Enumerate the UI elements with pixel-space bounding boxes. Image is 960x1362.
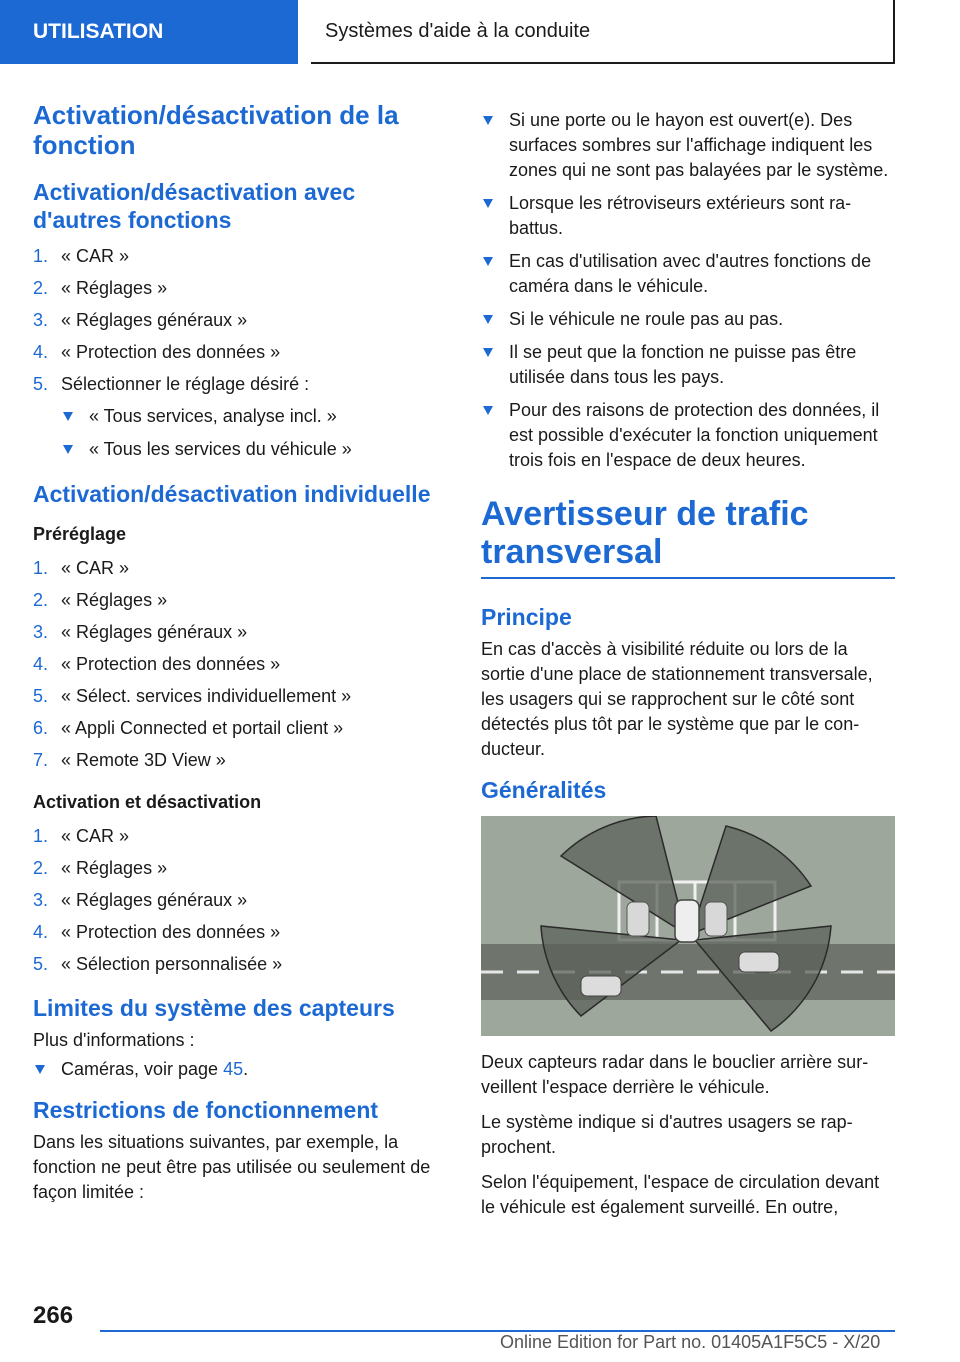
right-column bbox=[481, 104, 895, 1230]
header-section-label: UTILISATION bbox=[33, 20, 164, 43]
triangle-bullet-icon bbox=[483, 116, 493, 125]
bullet-item: En cas d'utilisation avec d'autres fonctions de caméra dans le véhicule. bbox=[481, 249, 895, 299]
heading-activation: Activation/désactivation de la fonction bbox=[33, 100, 399, 160]
list-item: 2. « Réglages » bbox=[33, 858, 168, 878]
list-activation bbox=[33, 820, 445, 980]
left-column bbox=[33, 100, 445, 1215]
general-text-1: Deux capteurs radar dans le bouclier arrière surveillent l'espace derrière le véhicule. bbox=[481, 1052, 869, 1097]
cross-traffic-diagram bbox=[481, 816, 895, 1036]
heading-preset: Préréglage bbox=[33, 524, 127, 544]
list-item: 1. « CAR » bbox=[33, 246, 130, 266]
triangle-bullet-icon bbox=[483, 199, 493, 208]
limits-list bbox=[33, 1057, 445, 1082]
heading-other-functions: Activation/désactivation avec d'autres fonctions bbox=[33, 179, 356, 233]
triangle-bullet-icon bbox=[483, 257, 493, 266]
triangle-bullet-icon bbox=[483, 406, 493, 415]
list-item: 2. « Réglages » bbox=[33, 278, 168, 298]
list-item: 4. « Protection des données » bbox=[33, 342, 281, 362]
general-text-3: Selon l'équipement, l'espace de circulation devant le véhicule est également surveillé. En outre, bbox=[481, 1172, 880, 1217]
heading-activation-deactivation: Activation et désactivation bbox=[33, 792, 262, 812]
list-item: 3. « Réglages généraux » bbox=[33, 890, 248, 910]
list-other-functions bbox=[33, 240, 445, 400]
heading-sensor-limits: Limites du système des capteurs bbox=[33, 995, 395, 1021]
list-item: 5. « Sélection personnalisée » bbox=[33, 954, 283, 974]
list-item: 5. « Sélect. services individuellement » bbox=[33, 686, 352, 706]
bullet-item: Il se peut que la fonction ne puisse pas être utilisée dans tous les pays. bbox=[481, 340, 895, 390]
header-chapter-label: Systèmes d'aide à la conduite bbox=[325, 19, 591, 42]
restrictions-text: Dans les situations suivantes, par exemple, la fonction ne peut être pas utilisée ou seulement de façon limitée : bbox=[33, 1132, 431, 1202]
triangle-bullet-icon bbox=[483, 348, 493, 357]
heading-individual: Activation/désactivation individuelle bbox=[33, 481, 431, 507]
sub-list-options bbox=[33, 404, 445, 462]
bullet-item: Si le véhicule ne roule pas au pas. bbox=[481, 307, 895, 332]
page-link[interactable]: 45 bbox=[223, 1059, 244, 1079]
list-item: 4. « Protection des données » bbox=[33, 922, 281, 942]
heading-restrictions: Restrictions de fonctionnement bbox=[33, 1097, 379, 1123]
list-item: 4. « Protection des données » bbox=[33, 654, 281, 674]
list-item: 7. « Remote 3D View » bbox=[33, 750, 226, 770]
bullet-item: Si une porte ou le hayon est ouvert(e). Des surfaces sombres sur l'affichage indiquent les zones qui ne sont pas balayées par le système. bbox=[481, 108, 895, 183]
list-item: 3. « Réglages généraux » bbox=[33, 622, 248, 642]
list-item: 1. « CAR » bbox=[33, 558, 130, 578]
triangle-bullet-icon bbox=[483, 315, 493, 324]
triangle-bullet-icon bbox=[63, 412, 73, 421]
page-number: 266 bbox=[33, 1302, 74, 1329]
heading-general: Généralités bbox=[481, 777, 607, 803]
bullet-item: Lorsque les rétroviseurs extérieurs sont rabattus. bbox=[481, 191, 895, 241]
list-item: 2. « Réglages » bbox=[33, 590, 168, 610]
cross-traffic-illustration bbox=[481, 816, 895, 1036]
bullet-item: « Tous services, analyse incl. » bbox=[61, 404, 445, 429]
list-item: 1. « CAR » bbox=[33, 826, 130, 846]
list-preset bbox=[33, 552, 445, 776]
triangle-bullet-icon bbox=[63, 445, 73, 454]
bullet-item: Pour des raisons de protection des données, il est possible d'exécuter la fonction uniquement trois fois en l'espace de deux heures. bbox=[481, 398, 895, 473]
bullet-item: Caméras, voir page 45. bbox=[33, 1057, 445, 1082]
general-text-2: Le système indique si d'autres usagers se rapprochent. bbox=[481, 1112, 853, 1157]
header-chapter bbox=[311, 0, 895, 64]
triangle-bullet-icon bbox=[35, 1065, 45, 1074]
bullet-item: « Tous les services du véhicule » bbox=[61, 437, 445, 462]
list-item: 5. Sélectionner le réglage désiré : bbox=[33, 374, 310, 394]
restrictions-list bbox=[481, 108, 895, 473]
section-title-cross-traffic: Avertisseur de trafic transversal bbox=[481, 495, 895, 579]
list-item: 6. « Appli Connected et portail client » bbox=[33, 718, 344, 738]
heading-principle: Principe bbox=[481, 604, 572, 630]
footer-edition: Online Edition for Part no. 01405A1F5C5 - X/20 bbox=[500, 1332, 881, 1352]
limits-intro: Plus d'informations : bbox=[33, 1030, 195, 1050]
list-item: 3. « Réglages généraux » bbox=[33, 310, 248, 330]
principle-text: En cas d'accès à visibilité réduite ou lors de la sortie d'une place de stationnement transversale, les usagers qui se rapprochent sur le côté sont détectés plus tôt par le système que par le conducteur. bbox=[481, 639, 873, 759]
header-section bbox=[0, 0, 298, 64]
